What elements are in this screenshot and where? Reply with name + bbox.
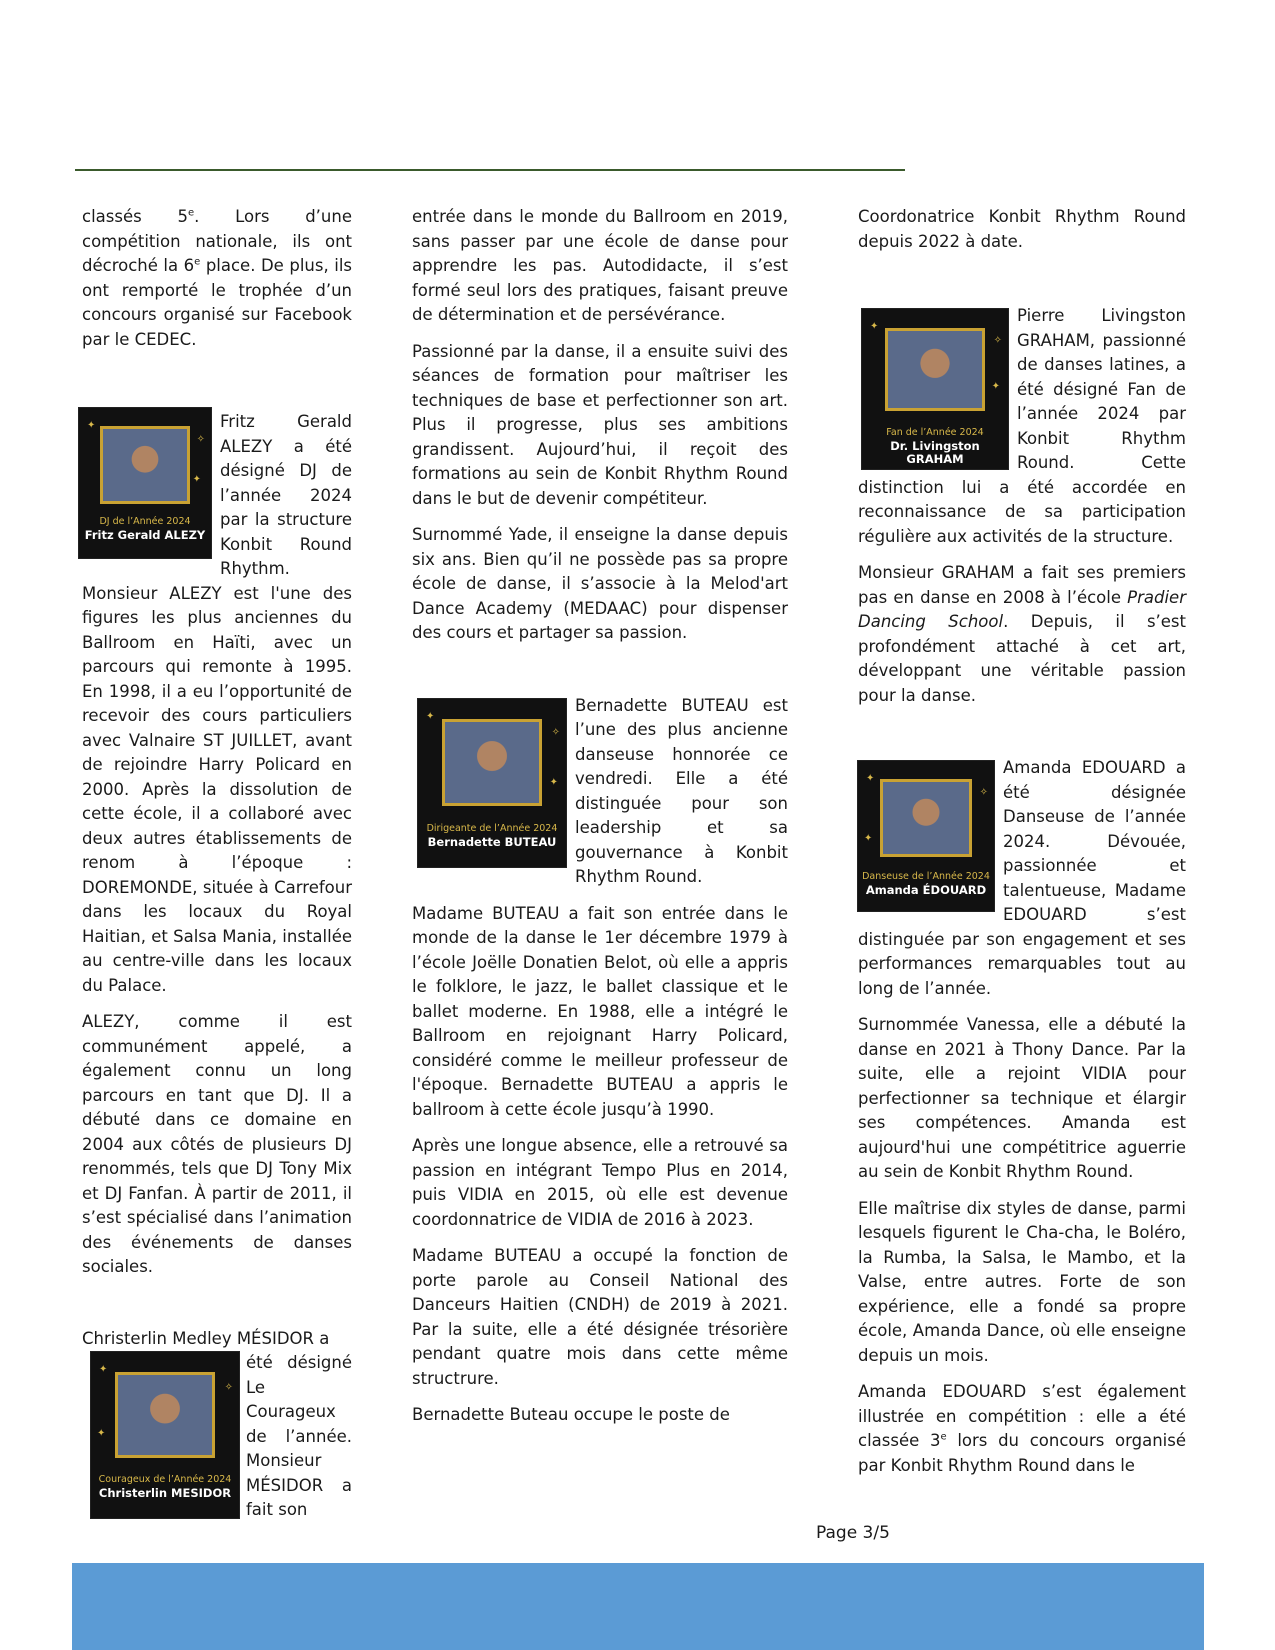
- mesidor-first-line: Christerlin Medley MÉSIDOR a: [82, 1328, 330, 1348]
- buteau-paragraph-4: Madame BUTEAU a occupé la fonction de porte parole au Conseil National des Danceurs Haitien (CNDH) de 2019 à 2021. Par la suite, elle a été désignée trésorière pendant quatre mois dans cette même structrure.: [412, 1246, 788, 1388]
- col3-paragraph-1: Coordonatrice Konbit Rhythm Round depuis 2022 à date.: [858, 207, 1186, 251]
- photo-name: Dr. Livingston GRAHAM: [890, 439, 980, 466]
- portrait-frame: [885, 328, 984, 411]
- edouard-photo: ✦ ✧ ✦ Danseuse de l’Année 2024 Amanda ÉDOUARD: [857, 760, 995, 912]
- edouard-paragraph-2: Surnommée Vanessa, elle a débuté la danse en 2021 à Thony Dance. Par la suite, elle a rejoint VIDIA pour perfectionner sa technique et élargir ses compétences. Amanda est aujourd'hui une compétitrice aguerrie au sein de Konbit Rhythm Round.: [858, 1015, 1186, 1181]
- col2-paragraph-3: Surnommé Yade, il enseigne la danse depuis six ans. Bien qu’il ne possède pas sa propre école de danse, il s’associe à la Melod'art Dance Academy (MEDAAC) pour dispenser des cours et partager sa passion.: [412, 525, 788, 642]
- graham-paragraph: Pierre Livingston GRAHAM, passionné de danses latines, a été désigné Fan de l’année 2024 par Konbit Rhythm Round. Cette distinction lui a été accordée en reconnaissance de sa participation régulière aux activités de la structure.: [858, 306, 1186, 546]
- photo-name: Fritz Gerald ALEZY: [84, 528, 206, 542]
- photo-name: Christerlin MESIDOR: [98, 1486, 232, 1500]
- edouard-paragraph: Amanda EDOUARD a été désignée Danseuse de l’année 2024. Dévouée, passionnée et talentueuse, Madame EDOUARD s’est distinguée par son engagement et ses performances remarquables tout au long de l’année.: [858, 758, 1186, 998]
- photo-caption: DJ de l’Année 2024: [99, 516, 191, 527]
- column-2: [412, 205, 788, 1440]
- mesidor-paragraph: été désigné Le Courageux de l’année. Monsieur MÉSIDOR a fait son: [246, 1353, 352, 1519]
- buteau-paragraph: Bernadette BUTEAU est l’une des plus ancienne danseuse honnorée ce vendredi. Elle a été distinguée pour son leadership et sa gouvernance à Konbit Rhythm Round.: [575, 695, 788, 886]
- graham-paragraph-2: Monsieur GRAHAM a fait ses premiers pas en danse en 2008 à l’école Pradier Dancing School. Depuis, il s’est profondément attaché à cet art, développant une véritable passion pour la danse.: [858, 563, 1186, 705]
- portrait-frame: [115, 1372, 216, 1458]
- alezy-photo: ✦ ✧ ✦ DJ de l’Année 2024 Fritz Gerald ALEZY: [78, 407, 212, 559]
- graham-photo: ✦ ✧ ✦ Fan de l’Année 2024 Dr. Livingston GRAHAM: [861, 308, 1009, 470]
- edouard-paragraph-4: Amanda EDOUARD s’est également illustrée en compétition : elle a été classée 3e lors du concours organisé par Konbit Rhythm Round dans le: [858, 1382, 1186, 1475]
- portrait-frame: [442, 719, 543, 806]
- photo-name: Bernadette BUTEAU: [427, 834, 557, 849]
- alezy-dj-paragraph: ALEZY, comme il est communément appelé, a également connu un long parcours en tant que DJ. Il a débuté dans ce domaine en 2004 aux côtés de plusieurs DJ renommés, tels que DJ Tony Mix et DJ Fanfan. À partir de 2011, il s’est spécialisé dans l’animation des événements de danses sociales.: [82, 1012, 352, 1276]
- buteau-paragraph-2: Madame BUTEAU a fait son entrée dans le monde de la danse le 1er décembre 1979 à l’école Joëlle Donatien Belot, où elle a appris le folklore, le jazz, le ballet classique et le ballet moderne. En 1988, elle a intégré le Ballroom en rejoignant Harry Policard, considéré comme le meilleur professeur de l'époque. Bernadette BUTEAU a appris le ballroom à cette école jusqu’à 1990.: [412, 903, 788, 1119]
- portrait-frame: [880, 779, 973, 857]
- mesidor-photo: ✦ ✧ ✦ Courageux de l’Année 2024 Christerlin MESIDOR: [90, 1351, 240, 1519]
- portrait-frame: [100, 426, 190, 504]
- column-1: [82, 205, 352, 1535]
- header-rule: [75, 169, 905, 171]
- photo-caption: Dirigeante de l’Année 2024: [426, 822, 558, 834]
- col1-intro-paragraph: classés 5e. Lors d’une compétition nationale, ils ont décroché la 6e place. De plus, ils ont remporté le trophée d’un concours organisé sur Facebook par le CEDEC.: [82, 207, 352, 349]
- photo-caption: Courageux de l’Année 2024: [98, 1474, 232, 1485]
- buteau-paragraph-5: Bernadette Buteau occupe le poste de: [412, 1405, 730, 1424]
- photo-name: Amanda ÉDOUARD: [865, 883, 987, 897]
- photo-caption: Danseuse de l’Année 2024: [862, 871, 990, 882]
- page-number: Page 3/5: [816, 1523, 890, 1543]
- footer-band: [72, 1563, 1204, 1650]
- column-3: [858, 205, 1186, 1490]
- alezy-paragraph: Fritz Gerald ALEZY a été désigné DJ de l’année 2024 par la structure Konbit Round Rhythm. Monsieur ALEZY est l'une des figures les plus anciennes du Ballroom en Haïti, avec un parcours qui remonte à 1995. En 1998, il a eu l’opportunité de recevoir des cours particuliers avec Valnaire ST JUILLET, avant de rejoindre Harry Policard en 2000. Après la dissolution de cette école, il a collaboré avec deux autres établissements de renom à l’époque : DOREMONDE, située à Carrefour dans les locaux du Royal Haitian, et Salsa Mania, installée au centre-ville dans les locaux du Palace.: [82, 412, 352, 995]
- edouard-paragraph-3: Elle maîtrise dix styles de danse, parmi lesquels figurent le Cha-cha, le Boléro, la Rumba, la Salsa, le Mambo, et la Valse, entre autres. Forte de son expérience, elle a fondé sa propre école, Amanda Dance, où elle enseigne depuis un mois.: [858, 1198, 1186, 1365]
- buteau-photo: ✦ ✧ ✦ Dirigeante de l’Année 2024 Bernadette BUTEAU: [417, 698, 567, 868]
- buteau-paragraph-3: Après une longue absence, elle a retrouvé sa passion en intégrant Tempo Plus en 2014, puis VIDIA en 2015, où elle est devenue coordonnatrice de VIDIA de 2016 à 2023.: [412, 1136, 788, 1229]
- photo-caption: Fan de l’Année 2024: [886, 427, 984, 438]
- col2-paragraph-2: Passionné par la danse, il a ensuite suivi des séances de formation pour maîtriser les techniques de base et perfectionner son art. Plus il progresse, plus ses ambitions grandissent. Aujourd’hui, il reçoit des formations au sein de Konbit Rhythm Round dans le but de devenir compétiteur.: [412, 341, 788, 508]
- col2-paragraph-1: entrée dans le monde du Ballroom en 2019, sans passer par une école de danse pour apprendre les pas. Autodidacte, il s’est formé seul lors des pratiques, faisant preuve de détermination et de persévérance.: [412, 207, 788, 324]
